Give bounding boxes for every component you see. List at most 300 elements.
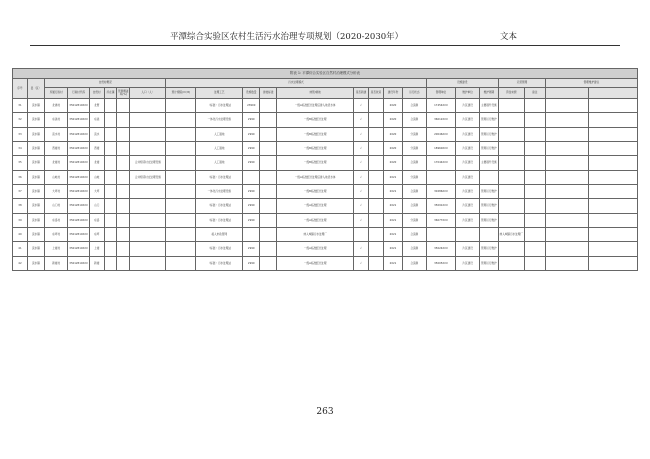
table-cell <box>130 128 166 142</box>
table-cell: 32 <box>13 113 28 128</box>
table-cell <box>368 214 383 228</box>
document-title: 平潭综合实验区农村生活污水治理专项规划（2020-2030年） <box>170 32 404 42</box>
table-cell <box>545 113 588 128</box>
table-cell: 主要提升设施 <box>479 99 498 113</box>
table-cell <box>243 171 260 185</box>
table-cell: （标准）污水处理站 <box>196 199 243 214</box>
table-cell: 35024XXX <box>426 242 456 257</box>
table-cell: （标准）污水处理站 <box>196 214 243 228</box>
table-cell <box>499 242 525 257</box>
table-cell: 2021 <box>383 185 402 199</box>
table-cell <box>130 228 166 242</box>
table-cell: 35 <box>13 156 28 171</box>
table-row <box>13 228 638 242</box>
table-cell: （标准）污水处理站 <box>196 99 243 113</box>
table-cell <box>104 128 117 142</box>
table-cell <box>117 171 130 185</box>
table-cell: 一级A标准经过处理后排入地表水体 <box>277 171 354 185</box>
table-cell <box>166 199 196 214</box>
table-cell <box>166 99 196 113</box>
table-cell: 2990 <box>243 185 260 199</box>
table-row <box>13 142 638 156</box>
table-cell <box>524 214 545 228</box>
col-header: 人口（人） <box>130 88 166 99</box>
table-cell <box>545 228 588 242</box>
table-cell: 一级B标准经过处理 <box>277 128 354 142</box>
table-cell: 合流制 <box>403 99 426 113</box>
table-cell: √ <box>354 171 369 185</box>
table-cell <box>524 128 545 142</box>
col-header: 设施数量 <box>243 88 260 99</box>
table-cell <box>104 142 117 156</box>
table-cell: 42 <box>13 257 28 271</box>
table-cell: √ <box>354 257 369 271</box>
table-cell <box>524 156 545 171</box>
group-header: 设施建设 <box>426 79 498 88</box>
table-cell: 35012810XXX <box>68 242 89 257</box>
table-cell: 接入市政管网 <box>196 228 243 242</box>
table-cell <box>260 257 277 271</box>
table-cell: 管网运行维护 <box>479 242 498 257</box>
table-cell <box>260 128 277 142</box>
table-cell: √ <box>354 242 369 257</box>
table-cell: 分流制 <box>403 214 426 228</box>
table-cell: 片区建设 <box>456 199 479 214</box>
table-cell <box>166 242 196 257</box>
table-cell <box>260 214 277 228</box>
table-cell <box>368 199 383 214</box>
table-cell: 40 <box>13 228 28 242</box>
table-cell: 流水镇 <box>27 156 44 171</box>
document-section-tag: 文本 <box>500 32 518 42</box>
table-cell: 管网运行维护 <box>479 214 498 228</box>
table-cell: 西楼村 <box>44 142 67 156</box>
table-cell: 片区建设 <box>456 113 479 128</box>
table-cell: 一级A标准经过处理后排入地表水体 <box>277 99 354 113</box>
table-cell: 流水镇 <box>27 228 44 242</box>
table-cell: 纳入城镇污水处理厂 <box>277 228 354 242</box>
table-cell: 东美村 <box>44 113 67 128</box>
table-cell <box>499 214 525 228</box>
table-cell: 北楼 <box>89 156 104 171</box>
table-cell <box>368 171 383 185</box>
table-cell: 新楼 <box>89 257 104 271</box>
table-cell: 36012XXX <box>426 113 456 128</box>
table-cell: 分流制 <box>403 128 426 142</box>
table-cell <box>524 257 545 271</box>
table-cell: 36077XXX <box>426 214 456 228</box>
page-number: 263 <box>316 407 334 417</box>
table-cell <box>130 199 166 214</box>
table-cell: 2990 <box>243 128 260 142</box>
col-header: 县（区） <box>27 79 44 99</box>
table-cell <box>479 228 498 242</box>
table-cell <box>545 199 588 214</box>
table-cell <box>130 142 166 156</box>
table-cell <box>368 142 383 156</box>
table-cell: 上楼村 <box>44 242 67 257</box>
col-header: 纳管/就地 <box>277 88 354 99</box>
col-header: 自然村 <box>89 88 104 99</box>
col-header: 处理工艺 <box>196 88 243 99</box>
table-cell: √ <box>354 99 369 113</box>
table-cell: 一级A标准经过处理 <box>277 257 354 271</box>
table-cell <box>260 99 277 113</box>
table-cell <box>260 242 277 257</box>
table-cell <box>545 257 588 271</box>
table-cell: 北港村 <box>44 99 67 113</box>
table-cell <box>130 242 166 257</box>
table-cell <box>545 185 588 199</box>
table-cell <box>166 171 196 185</box>
col-header: 管理单位 <box>426 88 456 99</box>
col-header: 序号 <box>13 79 28 99</box>
table-cell: 片区建设 <box>456 257 479 271</box>
table-cell: √ <box>354 214 369 228</box>
table-cell <box>104 171 117 185</box>
table-cell <box>104 156 117 171</box>
table-cell: 东坪村 <box>44 228 67 242</box>
table-cell: 合流制 <box>403 228 426 242</box>
table-cell: 东洛 <box>89 214 104 228</box>
table-cell <box>104 185 117 199</box>
table-cell <box>166 128 196 142</box>
table-cell <box>499 113 525 128</box>
table-cell: 流水镇 <box>27 142 44 156</box>
table-cell <box>117 128 130 142</box>
table-cell <box>104 214 117 228</box>
col-header: 资金来源 <box>499 88 525 99</box>
table-cell: 23900 <box>243 99 260 113</box>
table-row <box>13 242 638 257</box>
table-cell <box>524 228 545 242</box>
table-cell <box>545 142 588 156</box>
table-cell <box>524 171 545 185</box>
table-cell: 2020 <box>383 142 402 156</box>
table-cell: 2021 <box>383 171 402 185</box>
table-cell: 合并相邻村庄处理设施 <box>130 171 166 185</box>
table-cell: 30286XXX <box>426 185 456 199</box>
table-cell <box>588 214 637 228</box>
table-cell <box>545 242 588 257</box>
table-row <box>13 128 638 142</box>
table-cell <box>260 156 277 171</box>
table-cell: 35012810XXX <box>68 142 89 156</box>
table-cell: 合流制 <box>403 199 426 214</box>
table-cell: 35012810XXX <box>68 128 89 142</box>
table-cell <box>260 142 277 156</box>
table-cell <box>588 171 637 185</box>
table-cell: 合流制 <box>403 185 426 199</box>
table-cell: 35012810XXX <box>68 113 89 128</box>
table-cell: 人工湿地 <box>196 156 243 171</box>
table-cell: 管网运行维护 <box>479 185 498 199</box>
table-cell <box>104 99 117 113</box>
table-cell: 流水镇 <box>27 171 44 185</box>
table-cell: 片区建设 <box>456 214 479 228</box>
table-cell: √ <box>354 142 369 156</box>
table-cell: 管网运行维护 <box>479 199 498 214</box>
table-cell <box>588 156 637 171</box>
table-cell: 东坪 <box>89 228 104 242</box>
table-cell <box>166 214 196 228</box>
table-cell: 一级B标准经过处理 <box>277 113 354 128</box>
table-cell: √ <box>354 156 369 171</box>
col-header: 是否改造 <box>368 88 383 99</box>
table-cell <box>260 113 277 128</box>
table-cell <box>368 228 383 242</box>
table-cell <box>524 113 545 128</box>
col-header: 建设年份 <box>383 88 402 99</box>
table-cell <box>117 156 130 171</box>
table-cell <box>117 242 130 257</box>
table-row <box>13 199 638 214</box>
table-cell <box>260 228 277 242</box>
table-cell <box>426 228 456 242</box>
col-header: 维护周期 <box>479 88 498 99</box>
table-cell: 合流制 <box>403 156 426 171</box>
table-cell: 流水镇 <box>27 257 44 271</box>
table-cell <box>524 99 545 113</box>
table-cell: 35012810XXX <box>68 99 89 113</box>
table-cell: 38 <box>13 199 28 214</box>
table-cell: 流水镇 <box>27 113 44 128</box>
col-header: 所属行政村 <box>44 88 67 99</box>
table-cell: 山门 <box>89 199 104 214</box>
table-cell <box>499 171 525 185</box>
table-row <box>13 113 638 128</box>
table-row <box>13 214 638 228</box>
table-cell: 2990 <box>243 142 260 156</box>
table-cell <box>368 128 383 142</box>
col-header: 运行状态 <box>403 88 426 99</box>
table-row <box>13 257 638 271</box>
table-cell <box>117 113 130 128</box>
table-cell: 合流制 <box>403 113 426 128</box>
table-cell <box>426 171 456 185</box>
table-cell <box>588 185 637 199</box>
table-cell: 2990 <box>243 257 260 271</box>
table-cell <box>117 257 130 271</box>
table-cell <box>524 142 545 156</box>
table-row <box>13 171 638 185</box>
table-cell <box>499 257 525 271</box>
appendix-table-wrapper <box>12 68 638 271</box>
table-cell: 2990 <box>243 214 260 228</box>
table-cell: 34 <box>13 142 28 156</box>
table-cell <box>479 171 498 185</box>
table-cell: 35012810XXX <box>68 214 89 228</box>
table-cell <box>260 171 277 185</box>
table-cell: √ <box>354 185 369 199</box>
table-cell <box>104 199 117 214</box>
table-cell: 2990 <box>243 199 260 214</box>
table-cell: 流水村 <box>44 128 67 142</box>
table-cell <box>166 185 196 199</box>
table-cell: 山岐村 <box>44 171 67 185</box>
table-cell: 2990 <box>243 242 260 257</box>
table-cell: 一级A标准经过处理 <box>277 199 354 214</box>
table-cell <box>368 113 383 128</box>
col-header: 是否新建 <box>354 88 369 99</box>
table-cell: 流水镇 <box>27 214 44 228</box>
table-cell <box>545 156 588 171</box>
table-cell: 33 <box>13 128 28 142</box>
table-cell: 35012810XXX <box>68 257 89 271</box>
table-cell <box>354 228 369 242</box>
table-cell: 17044XXX <box>426 156 456 171</box>
table-cell: 合并相邻村庄处理设施 <box>130 156 166 171</box>
table-cell: 35012810XXX <box>68 185 89 199</box>
table-cell <box>243 228 260 242</box>
table-cell: 一级A标准经过处理 <box>277 214 354 228</box>
table-cell: 管网运行维护 <box>479 142 498 156</box>
group-header: 运营管理 <box>499 79 546 88</box>
table-cell: √ <box>354 128 369 142</box>
table-cell: 流水 <box>89 128 104 142</box>
table-cell: 2020 <box>383 99 402 113</box>
header-rule <box>30 45 620 46</box>
table-cell: 2021 <box>383 214 402 228</box>
table-cell: 管网运行维护 <box>479 113 498 128</box>
table-cell <box>524 199 545 214</box>
table-cell: 2990 <box>243 156 260 171</box>
table-cell: 31 <box>13 99 28 113</box>
table-cell: 37 <box>13 185 28 199</box>
table-cell: 39 <box>13 214 28 228</box>
table-cell: 东洛村 <box>44 214 67 228</box>
col-header: 行政村代码 <box>68 88 89 99</box>
table-cell <box>166 113 196 128</box>
table-cell: 流水镇 <box>27 128 44 142</box>
table-cell: 片区建设 <box>456 156 479 171</box>
table-cell <box>117 228 130 242</box>
table-cell: 主要提升设施 <box>479 156 498 171</box>
table-cell <box>499 156 525 171</box>
table-cell: 片区建设 <box>456 128 479 142</box>
village-treatment-table <box>12 68 638 271</box>
table-caption: 附表 1: 平潭综合实验区自然村治理模式分析表 <box>13 69 638 79</box>
table-cell: √ <box>354 113 369 128</box>
table-cell <box>117 185 130 199</box>
table-cell <box>130 99 166 113</box>
table-cell <box>368 242 383 257</box>
table-cell: （标准）污水处理站 <box>196 242 243 257</box>
table-cell <box>588 199 637 214</box>
table-cell <box>499 199 525 214</box>
table-cell: 大坪村 <box>44 185 67 199</box>
table-row <box>13 156 638 171</box>
table-cell <box>588 242 637 257</box>
table-cell: 一级B标准经过处理 <box>277 142 354 156</box>
table-cell <box>588 257 637 271</box>
table-cell: 新楼村 <box>44 257 67 271</box>
table-cell: 35012810XXX <box>68 228 89 242</box>
table-cell: 上楼 <box>89 242 104 257</box>
table-cell: 一体化污水处理设施 <box>196 113 243 128</box>
table-cell: 山岐 <box>89 171 104 185</box>
table-cell <box>545 128 588 142</box>
table-cell: 纳入城镇污水处理厂 <box>499 228 525 242</box>
table-cell: （标准）污水处理站 <box>196 257 243 271</box>
table-cell <box>166 156 196 171</box>
table-cell: 流水镇 <box>27 199 44 214</box>
page-header <box>30 30 620 44</box>
table-cell <box>588 228 637 242</box>
table-cell <box>104 257 117 271</box>
table-cell <box>130 214 166 228</box>
col-header: 备注 <box>524 88 545 99</box>
table-cell <box>588 128 637 142</box>
table-cell: 2020 <box>383 128 402 142</box>
table-cell: 片区建设 <box>456 185 479 199</box>
table-cell <box>368 156 383 171</box>
table-cell: 东美 <box>89 113 104 128</box>
table-cell: 流水镇 <box>27 242 44 257</box>
table-cell: 35091XXX <box>426 199 456 214</box>
table-row <box>13 185 638 199</box>
table-cell <box>260 185 277 199</box>
table-cell <box>368 99 383 113</box>
table-cell: 20046XXX <box>426 128 456 142</box>
table-cell <box>104 228 117 242</box>
table-cell: 2990 <box>243 113 260 128</box>
table-cell <box>524 242 545 257</box>
table-cell: 片区建设 <box>456 99 479 113</box>
table-cell <box>117 142 130 156</box>
table-cell: 合流制 <box>403 242 426 257</box>
table-cell: 36 <box>13 171 28 185</box>
table-cell <box>545 214 588 228</box>
table-cell <box>104 113 117 128</box>
table-cell: 北楼村 <box>44 156 67 171</box>
table-cell: 35012810XXX <box>68 156 89 171</box>
table-cell: 35012810XXX <box>68 171 89 185</box>
col-header <box>545 88 588 99</box>
table-cell: 分流制 <box>403 171 426 185</box>
table-cell <box>499 128 525 142</box>
table-cell <box>545 171 588 185</box>
table-cell: √ <box>354 199 369 214</box>
col-header: 排放标准 <box>260 88 277 99</box>
table-row <box>13 99 638 113</box>
table-cell <box>588 142 637 156</box>
table-cell: 合流制 <box>403 257 426 271</box>
table-cell <box>499 99 525 113</box>
table-cell: 17454XXX <box>426 99 456 113</box>
table-cell: 管网运行维护 <box>479 257 498 271</box>
table-cell <box>260 199 277 214</box>
table-cell: 北厝 <box>89 99 104 113</box>
table-cell: 一级B标准经过处理 <box>277 185 354 199</box>
table-cell: 流水镇 <box>27 99 44 113</box>
col-header: 所在镇 <box>104 88 117 99</box>
col-header: 管网覆盖率(%) <box>117 88 130 99</box>
table-cell: 35005XXX <box>426 257 456 271</box>
table-cell <box>456 228 479 242</box>
table-cell: 流水镇 <box>27 185 44 199</box>
table-cell <box>166 142 196 156</box>
group-header: 污水处理模式 <box>166 79 426 88</box>
table-cell: （标准）污水处理站 <box>196 171 243 185</box>
col-header <box>588 88 637 99</box>
table-cell: 一级B标准经过处理 <box>277 156 354 171</box>
table-cell <box>588 113 637 128</box>
table-cell: 35012810XXX <box>68 199 89 214</box>
table-cell: 西楼 <box>89 142 104 156</box>
table-cell: 2021 <box>383 228 402 242</box>
table-cell <box>130 113 166 128</box>
